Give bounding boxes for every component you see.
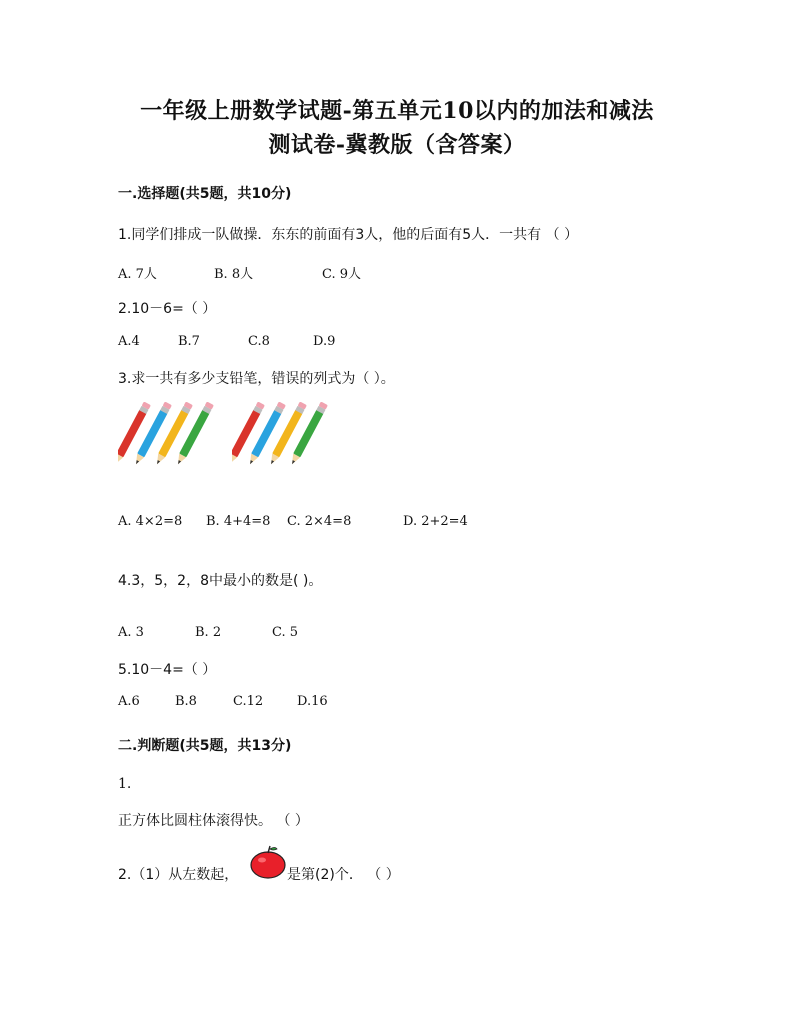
question-5-option-c: C.12: [233, 694, 264, 709]
section-heading-true-false: 二.判断题(共5题，共13分): [118, 738, 292, 754]
question-5-option-d: D.16: [297, 694, 328, 709]
question-2-option-d: D.9: [313, 334, 336, 349]
question-1-option-b: B. 8人: [214, 267, 254, 282]
question-2-option-a: A.4: [118, 334, 140, 349]
page-title: 一年级上册数学试题-第五单元10以内的加法和减法: [140, 98, 654, 124]
pencil-icon: [232, 402, 265, 466]
apple-icon: [248, 844, 288, 880]
question-5-text: 5.10－4=（ ）: [118, 662, 217, 678]
pencil-icon: [118, 402, 151, 466]
pencil-icon: [174, 402, 213, 466]
pencil-group-left-image: [118, 402, 228, 476]
judgement-2-suffix: 是第(2)个． （ ）: [287, 867, 400, 883]
section-heading-multiple-choice: 一.选择题(共5题，共10分): [118, 186, 292, 202]
question-3-option-c: C. 2×4=8: [287, 514, 352, 529]
question-3-option-a: A. 4×2=8: [118, 514, 183, 529]
question-4-option-c: C. 5: [272, 625, 299, 640]
question-4-option-a: A. 3: [118, 625, 144, 640]
question-5-option-b: B.8: [175, 694, 197, 709]
question-2-option-b: B.7: [178, 334, 200, 349]
pencil-icon: [246, 402, 285, 466]
question-3-option-d: D. 2+2=4: [403, 514, 468, 529]
judgement-2-prefix: 2.（1）从左数起，: [118, 867, 239, 883]
pencil-group-right-image: [232, 402, 342, 476]
question-4-text: 4.3，5，2，8中最小的数是( )。: [118, 573, 323, 589]
question-1-option-c: C. 9人: [322, 267, 362, 282]
question-2-option-c: C.8: [248, 334, 270, 349]
question-3-option-b: B. 4+4=8: [206, 514, 271, 529]
question-1-option-a: A. 7人: [118, 267, 157, 282]
judgement-1-text: 正方体比圆柱体滚得快。 （ ）: [118, 813, 309, 829]
pencil-icon: [267, 402, 306, 466]
question-4-option-b: B. 2: [195, 625, 222, 640]
pencil-icon: [153, 402, 192, 466]
pencil-icon: [132, 402, 171, 466]
page-subtitle: 测试卷-冀教版（含答案）: [268, 132, 526, 158]
question-3-text: 3.求一共有多少支铅笔，错误的列式为（ ）。: [118, 371, 395, 387]
judgement-1-number: 1.: [118, 776, 132, 792]
question-5-option-a: A.6: [118, 694, 140, 709]
pencil-icon: [288, 402, 327, 466]
question-1-text: 1.同学们排成一队做操．东东的前面有3人，他的后面有5人．一共有 （ ）: [118, 227, 579, 243]
question-2-text: 2.10－6=（ ）: [118, 301, 217, 317]
